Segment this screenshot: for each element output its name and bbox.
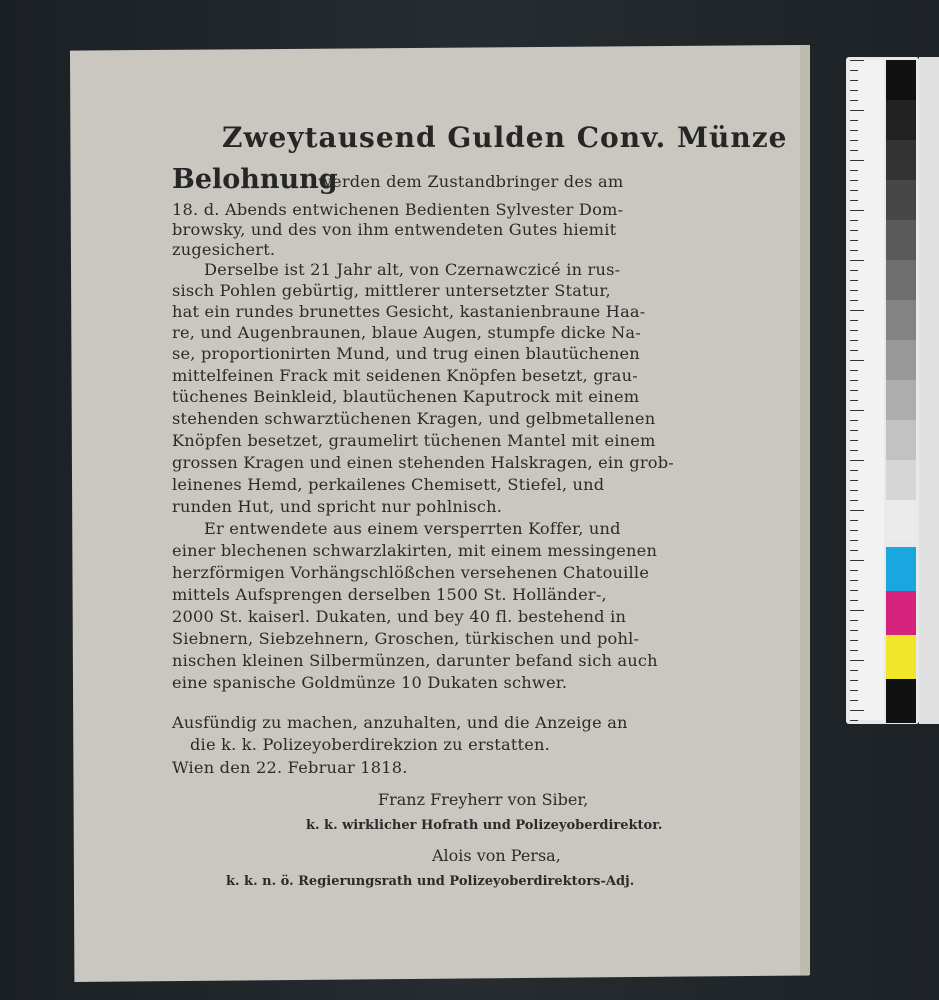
ruler-tick: [850, 140, 858, 141]
ruler-tick: [850, 530, 858, 531]
text-line: eine spanische Goldmünze 10 Dukaten schwer.: [172, 673, 568, 692]
ruler-tick: [850, 100, 858, 101]
ruler-tick: [850, 220, 858, 221]
ruler-tick: [850, 410, 864, 411]
ruler-tick: [850, 80, 858, 81]
ruler-tick: [850, 680, 858, 681]
gray-patch: [886, 220, 916, 260]
text-line: Er entwendete aus einem versperrten Koffer, und: [204, 519, 621, 538]
gray-patch: [886, 140, 916, 180]
ruler-tick: [850, 660, 864, 661]
ruler-tick: [850, 200, 858, 201]
paper-edge: [800, 45, 810, 975]
ruler-tick: [850, 430, 858, 431]
gray-patch: [886, 500, 916, 540]
ruler-tick: [850, 560, 864, 561]
text-line: stehenden schwarztüchenen Kragen, und gelbmetallenen: [172, 409, 656, 428]
ruler-tick: [850, 230, 858, 231]
text-line: Derselbe ist 21 Jahr alt, von Czernawczicé in rus-: [204, 260, 621, 279]
ruler-tick: [850, 70, 858, 71]
text-line: einer blechenen schwarzlakirten, mit einem messingenen: [172, 541, 658, 560]
gray-patch: [886, 340, 916, 380]
ruler-tick: [850, 300, 858, 301]
ruler-tick: [850, 130, 858, 131]
text-line: sisch Pohlen gebürtig, mittlerer untersetzter Statur,: [172, 281, 611, 300]
ruler: [850, 60, 884, 720]
ruler-tick: [850, 620, 858, 621]
text-line: tüchenes Beinkleid, blautüchenen Kaputrock mit einem: [172, 387, 640, 406]
text-line: mittelfeinen Frack mit seidenen Knöpfen besetzt, grau-: [172, 366, 638, 385]
ruler-tick: [850, 400, 858, 401]
ruler-tick: [850, 590, 858, 591]
ruler-tick: [850, 190, 858, 191]
ruler-tick: [850, 650, 858, 651]
gray-patch: [886, 460, 916, 500]
color-patch: [886, 547, 916, 591]
text-line: zugesichert.: [172, 240, 276, 259]
text-line: Wien den 22. Februar 1818.: [172, 758, 408, 777]
ruler-tick: [850, 540, 858, 541]
text-line: 18. d. Abends entwichenen Bedienten Sylvester Dom-: [172, 200, 624, 219]
ruler-tick: [850, 90, 858, 91]
text-line: leinenes Hemd, perkailenes Chemisett, Stiefel, und: [172, 475, 605, 494]
ruler-tick: [850, 520, 858, 521]
ruler-tick: [850, 110, 864, 111]
text-line: Knöpfen besetzet, graumelirt tüchenen Mantel mit einem: [172, 431, 656, 450]
ruler-tick: [850, 550, 858, 551]
ruler-tick: [850, 690, 858, 691]
ruler-tick: [850, 640, 858, 641]
ruler-tick: [850, 720, 858, 721]
ruler-tick: [850, 470, 858, 471]
color-patch: [886, 635, 916, 679]
ruler-tick: [850, 710, 864, 711]
gray-patch: [886, 260, 916, 300]
ruler-tick: [850, 380, 858, 381]
gray-patch: [886, 420, 916, 460]
ruler-tick: [850, 480, 858, 481]
text-line: re, und Augenbraunen, blaue Augen, stumpfe dicke Na-: [172, 323, 641, 342]
ruler-tick: [850, 120, 858, 121]
text-line: werden dem Zustandbringer des am: [318, 172, 624, 191]
ruler-tick: [850, 630, 858, 631]
gray-patch: [886, 380, 916, 420]
text-line: hat ein rundes brunettes Gesicht, kastanienbraune Haa-: [172, 302, 646, 321]
gray-patch: [886, 100, 916, 140]
ruler-tick: [850, 440, 858, 441]
text-line: grossen Kragen und einen stehenden Halskragen, ein grob-: [172, 453, 674, 472]
color-patch: [886, 591, 916, 635]
ruler-tick: [850, 290, 858, 291]
ruler-tick: [850, 360, 864, 361]
ruler-tick: [850, 420, 858, 421]
ruler-tick: [850, 160, 864, 161]
text-line: 2000 St. kaiserl. Dukaten, und bey 40 fl. bestehend in: [172, 607, 627, 626]
reward-heading: Belohnung: [172, 164, 338, 195]
ruler-tick: [850, 310, 864, 311]
color-patch: [886, 679, 916, 723]
signature-title-1: k. k. wirklicher Hofrath und Polizeyoberdirektor.: [306, 818, 663, 833]
ruler-tick: [850, 570, 858, 571]
ruler-tick: [850, 610, 864, 611]
text-line: browsky, und des von ihm entwendeten Gutes hiemit: [172, 220, 617, 239]
text-line: die k. k. Polizeyoberdirekzion zu erstatten.: [190, 735, 551, 754]
text-line: Siebnern, Siebzehnern, Groschen, türkischen und pohl-: [172, 629, 640, 648]
ruler-tick: [850, 260, 864, 261]
ruler-tick: [850, 240, 858, 241]
ruler-tick: [850, 170, 858, 171]
ruler-tick: [850, 270, 858, 271]
ruler-tick: [850, 670, 858, 671]
ruler-tick: [850, 490, 858, 491]
signature-name-2: Alois von Persa,: [432, 846, 561, 865]
text-line: runden Hut, und spricht nur pohlnisch.: [172, 497, 503, 516]
ruler-tick: [850, 580, 858, 581]
document-title: Zweytausend Gulden Conv. Münze: [222, 121, 788, 154]
ruler-tick: [850, 500, 858, 501]
ruler-tick: [850, 340, 858, 341]
ruler-tick: [850, 700, 858, 701]
ruler-tick: [850, 150, 858, 151]
ruler-tick: [850, 370, 858, 371]
text-line: se, proportionirten Mund, und trug einen blautüchenen: [172, 344, 640, 363]
ruler-tick: [850, 210, 864, 211]
ruler-tick: [850, 510, 864, 511]
text-line: herzförmigen Vorhängschlößchen versehenen Chatouille: [172, 563, 650, 582]
gray-patch: [886, 180, 916, 220]
ruler-tick: [850, 450, 858, 451]
ruler-tick: [850, 180, 858, 181]
ruler-tick: [850, 350, 858, 351]
ruler-tick: [850, 250, 858, 251]
ruler-tick: [850, 320, 858, 321]
text-line: Ausfündig zu machen, anzuhalten, und die Anzeige an: [172, 713, 628, 732]
gray-patch: [886, 300, 916, 340]
ruler-tick: [850, 600, 858, 601]
signature-title-2: k. k. n. ö. Regierungsrath und Polizeyoberdirektors-Adj.: [226, 874, 635, 889]
ruler-tick: [850, 280, 858, 281]
ruler-tick: [850, 390, 858, 391]
text-line: nischen kleinen Silbermünzen, darunter befand sich auch: [172, 651, 658, 670]
target-edge: [919, 57, 939, 724]
gray-patch: [886, 60, 916, 100]
ruler-tick: [850, 330, 858, 331]
signature-name-1: Franz Freyherr von Siber,: [378, 790, 589, 809]
text-line: mittels Aufsprengen derselben 1500 St. Holländer-,: [172, 585, 607, 604]
ruler-tick: [850, 60, 864, 61]
ruler-tick: [850, 460, 864, 461]
